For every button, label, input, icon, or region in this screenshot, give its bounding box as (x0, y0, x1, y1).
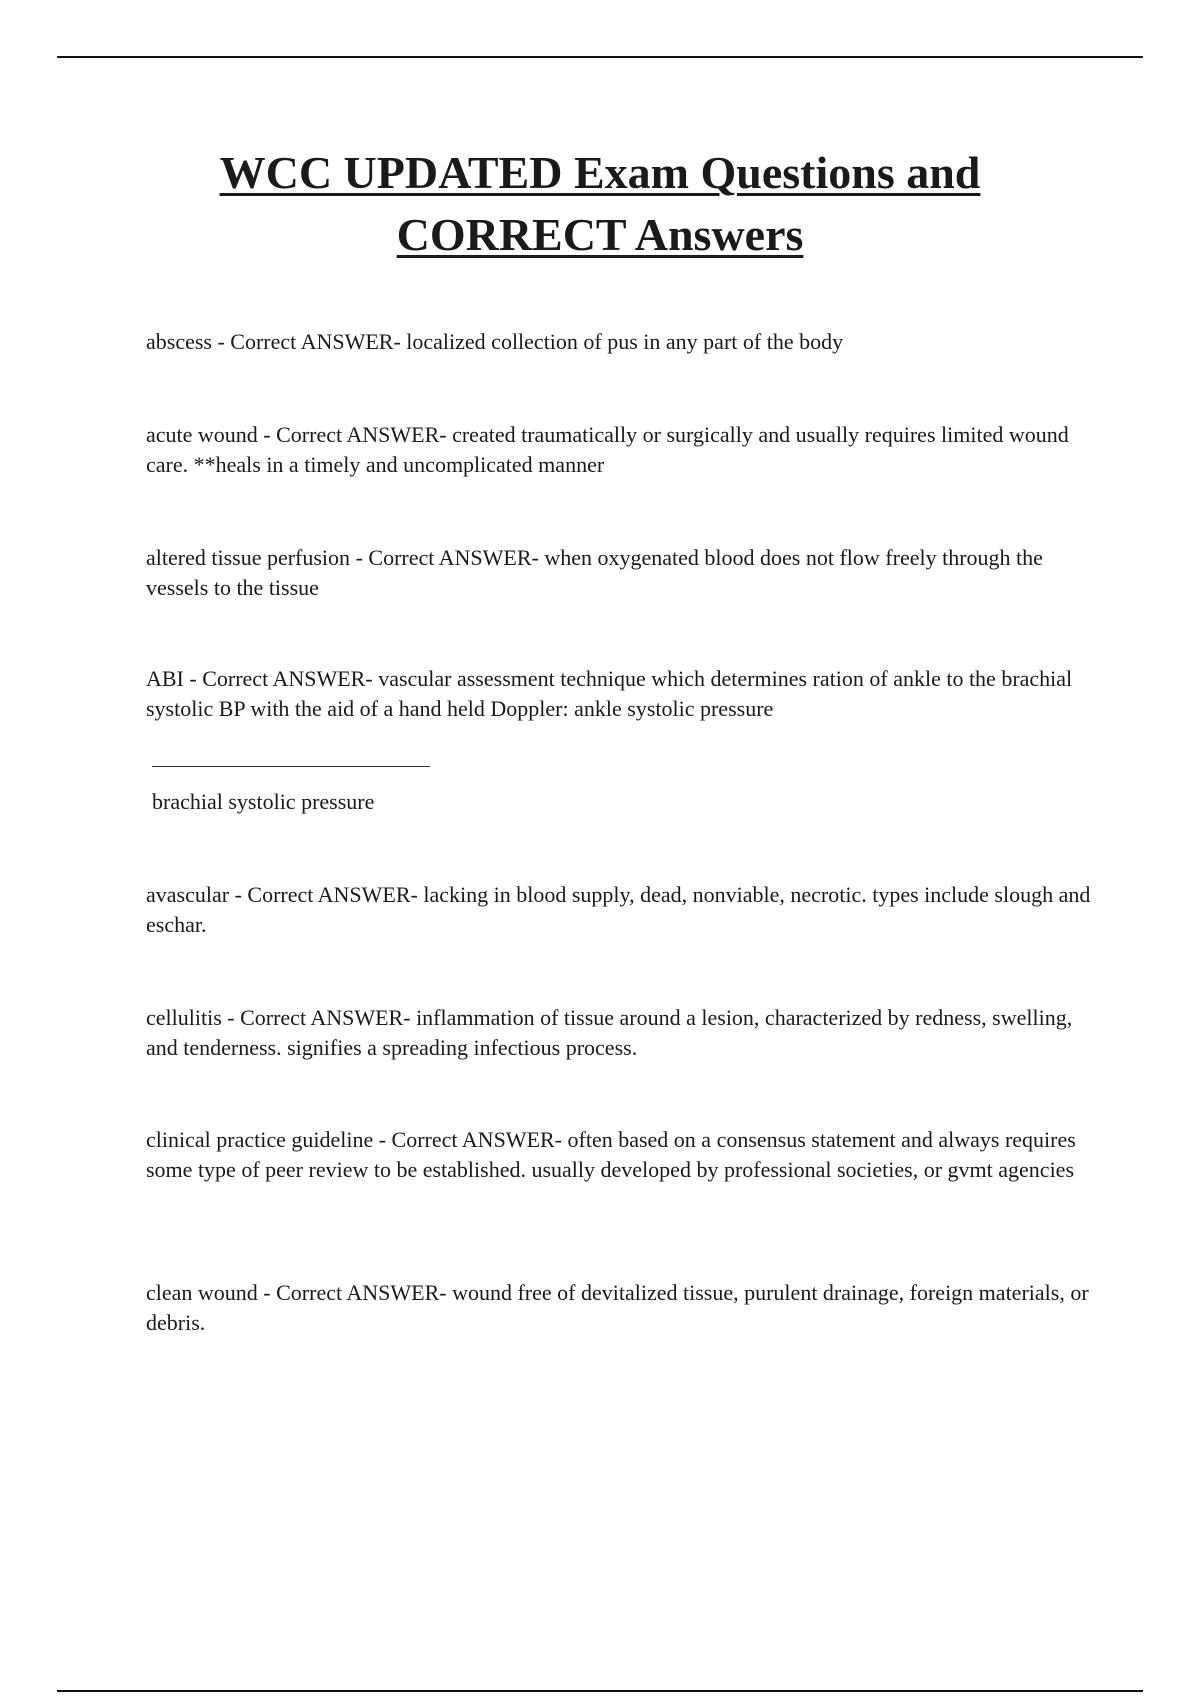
document-title (0, 142, 1200, 266)
entry-separator: - Correct ANSWER- (373, 1127, 568, 1152)
entry-term: avascular (146, 882, 230, 907)
entry-definition: created traumatically or surgically and usually requires limited wound care. **heals in a timely and uncomplicated manner (146, 422, 1075, 477)
entry-definition: lacking in blood supply, dead, nonviable, necrotic. types include slough and eschar. (146, 882, 1096, 937)
entry-term: acute wound (146, 422, 258, 447)
bottom-rule (57, 1690, 1143, 1692)
entry-altered-tissue-perfusion (146, 543, 1106, 603)
entry-separator: - Correct ANSWER- (257, 422, 453, 447)
entry-term: clean wound (146, 1280, 258, 1305)
abi-denominator: brachial systolic pressure (152, 789, 375, 814)
entry-definition: vascular assessment technique which determines ration of ankle to the brachial systolic BP with the aid of a hand held Doppler: ankle systolic pressure (146, 666, 1078, 721)
entry-separator: - Correct ANSWER- (211, 329, 407, 354)
entry-abi (146, 664, 1106, 724)
entry-term: abscess (146, 329, 212, 354)
entry-avascular (146, 880, 1106, 940)
top-rule (57, 56, 1143, 58)
title-line-1: WCC UPDATED Exam Questions and (219, 147, 981, 198)
entry-definition: localized collection of pus in any part of the body (406, 329, 844, 354)
entry-clinical-practice-guideline (146, 1125, 1106, 1185)
entry-definition: often based on a consensus statement and always requires some type of peer review to be established. usually developed by professional societies, or gvmt agencies (146, 1127, 1082, 1182)
entry-definition: inflammation of tissue around a lesion, characterized by redness, swelling, and tenderness. signifies a spreading infectious process. (146, 1005, 1078, 1060)
entry-definition: wound free of devitalized tissue, purulent drainage, foreign materials, or debris. (146, 1280, 1095, 1335)
entry-separator: - Correct ANSWER- (183, 666, 379, 691)
entry-separator: - Correct ANSWER- (350, 545, 545, 570)
entry-abscess (146, 327, 1106, 357)
entry-term: ABI (146, 666, 184, 691)
entry-separator: - Correct ANSWER- (257, 1280, 453, 1305)
entry-definition: when oxygenated blood does not flow freely through the vessels to the tissue (146, 545, 1049, 600)
entry-clean-wound (146, 1278, 1106, 1338)
entry-term: clinical practice guideline (146, 1127, 374, 1152)
abi-fraction-line (152, 766, 430, 767)
entry-term: cellulitis (146, 1005, 222, 1030)
entry-separator: - Correct ANSWER- (221, 1005, 417, 1030)
entry-cellulitis (146, 1003, 1106, 1063)
entry-separator: - Correct ANSWER- (229, 882, 424, 907)
entry-acute-wound (146, 420, 1106, 480)
entry-term: altered tissue perfusion (146, 545, 351, 570)
title-line-2: CORRECT Answers (396, 209, 804, 260)
